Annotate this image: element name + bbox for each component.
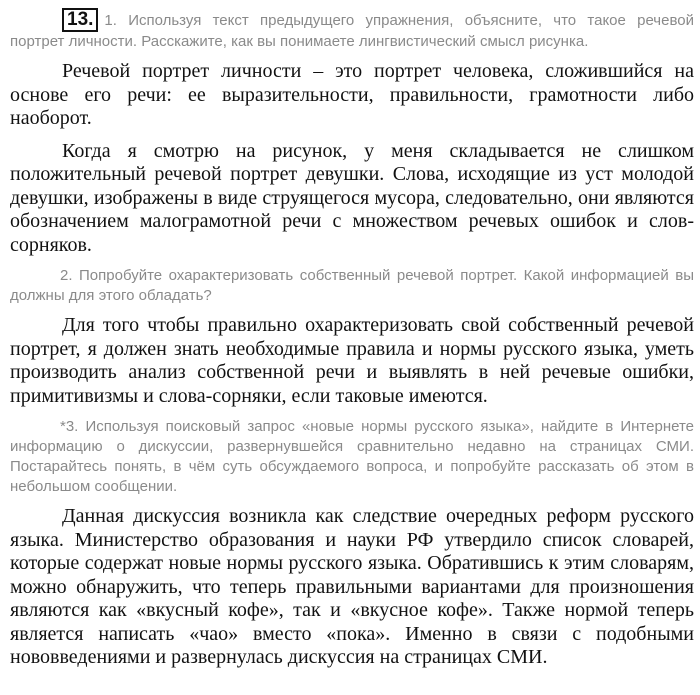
task-2-text: 2. Попробуйте охарактеризовать собственный речевой портрет. Какой информацией вы должны для этого обладать? (10, 267, 694, 304)
answer-1-paragraph-1: Речевой портрет личности – это портрет человека, сложившийся на основе его речи: ее выразительности, правильности, грамотности либо наоборот. (10, 60, 694, 129)
exercise-number: 13. (62, 8, 98, 32)
task-3-text: *3. Используя поисковый запрос «новые нормы русского языка», найдите в Интернете информацию о дискуссии, развернувшейся сравнительно недавно на страницах СМИ. Постарайтесь понять, в чём суть обсуждаемого вопроса, и попробуйте рассказать об этом в небольшом сообщении. (10, 418, 694, 495)
exercise-page (10, 8, 694, 679)
task-1-text: 1. Используя текст предыдущего упражнения, объясните, что такое речевой портрет личности. Расскажите, как вы понимаете лингвистический смысл рисунка. (10, 12, 694, 50)
answer-1-paragraph-2: Когда я смотрю на рисунок, у меня складывается не слишком положительный речевой портрет девушки. Слова, исходящие из уст молодой девушки, изображены в виде струящегося мусора, следовательно, они являются обозначением малограмотной речи с множеством речевых ошибок и слов-сорняков. (10, 139, 694, 256)
answer-3-paragraph: Данная дискуссия возникла как следствие очередных реформ русского языка. Министерство образования и науки РФ утвердило список словарей, которые содержат новые нормы русского языка. Обратившись к этим словарям, можно обнаружить, что теперь правильными вариантами для произношения являются как «вкусный кофе», так и «вкусное кофе». Также нормой теперь является написать «чао» вместо «пока». Именно в связи с подобными нововведениями и развернулась дискуссия на страницах СМИ. (10, 505, 694, 668)
task-1 (10, 8, 694, 52)
answer-2-paragraph: Для того чтобы правильно охарактеризовать свой собственный речевой портрет, я должен знать необходимые правила и нормы русского языка, уметь производить анализ собственной речи и выявлять в ней речевые ошибки, примитивизмы и слова-сорняки, если таковые имеются. (10, 314, 694, 407)
